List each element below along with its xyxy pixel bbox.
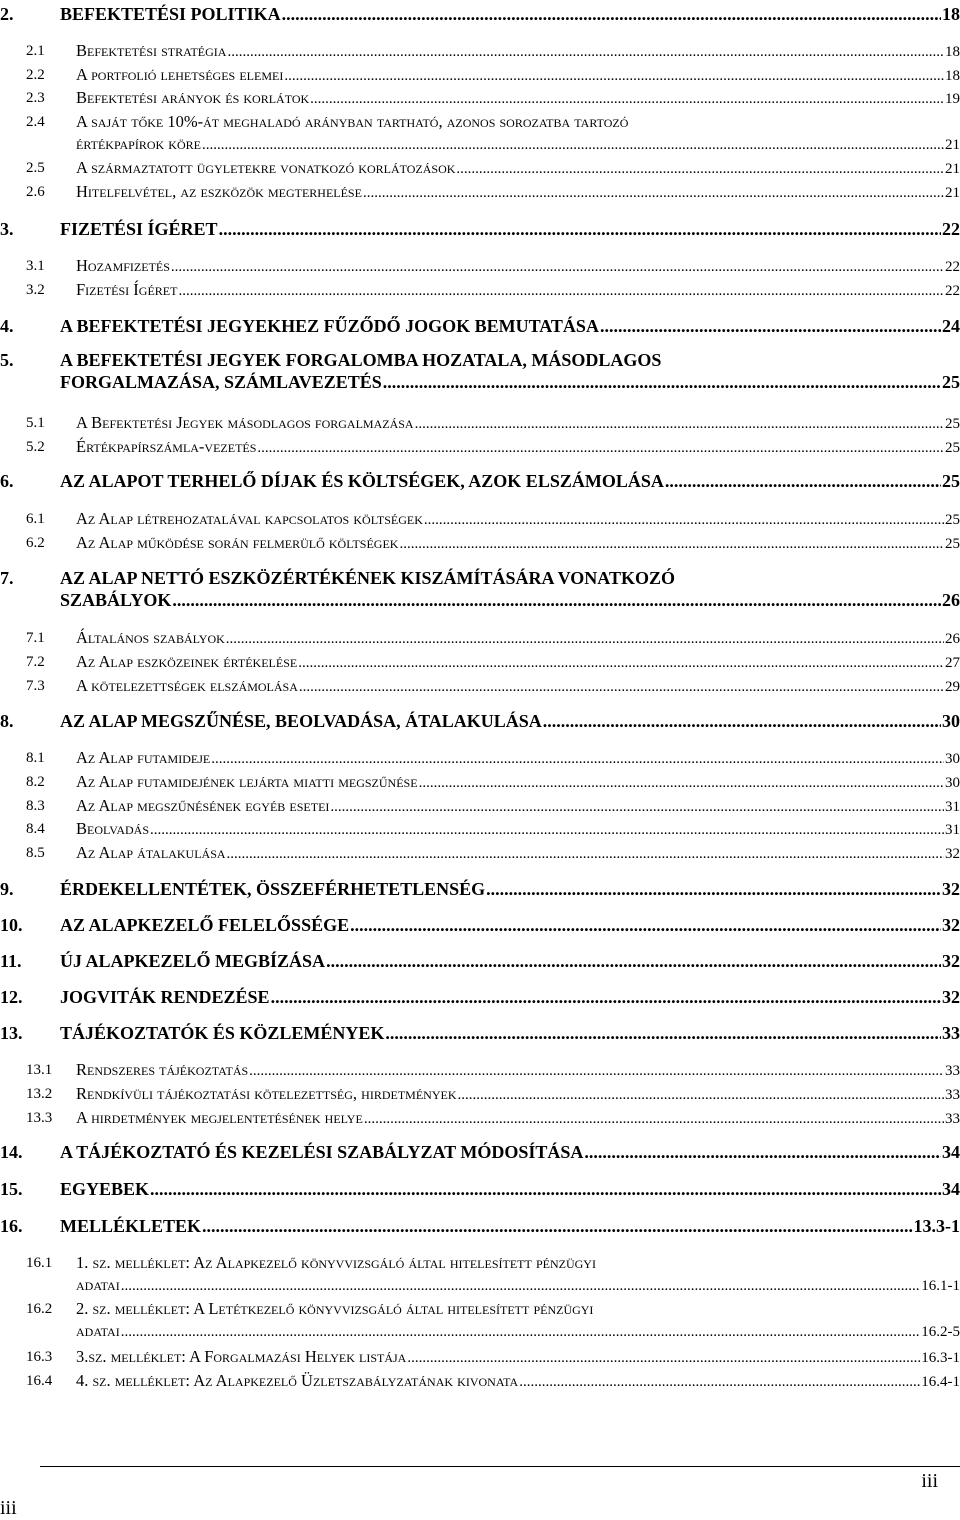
toc-entry-title: Az Alap működése során felmerülő költségek <box>76 532 398 554</box>
toc-entry-number: 12. <box>0 986 23 1008</box>
toc-entry-page: 25 <box>942 470 960 492</box>
toc-entry-title: A BEFEKTETÉSI JEGYEKHEZ FŰZŐDŐ JOGOK BEMUTATÁSA <box>60 315 599 337</box>
toc-entry-number: 13.3 <box>26 1107 52 1129</box>
toc-entry-page: 30 <box>945 748 960 770</box>
toc-entry-title: AZ ALAP NETTÓ ESZKÖZÉRTÉKÉNEK KISZÁMÍTÁSÁRA VONATKOZÓ <box>60 567 675 589</box>
toc-entry-page: 25 <box>942 371 960 393</box>
toc-entry-title: A BEFEKTETÉSI JEGYEK FORGALOMBA HOZATALA, MÁSODLAGOS <box>60 349 661 371</box>
toc-entry-title: A kötelezettségek elszámolása <box>76 675 298 697</box>
toc-entry-page: 21 <box>945 134 960 156</box>
toc-entry-number: 2.2 <box>26 64 45 86</box>
toc-entry-title: Fizetési Ígéret <box>76 279 177 301</box>
toc-entry-number: 11. <box>0 950 22 972</box>
dot-leader <box>219 218 941 240</box>
toc-entry-number: 15. <box>0 1178 23 1200</box>
dot-leader <box>399 533 944 555</box>
toc-entry-page: 27 <box>945 652 960 674</box>
toc-entry-page: 18 <box>942 3 960 25</box>
toc-entry-title: Hozamfizetés <box>76 255 170 277</box>
toc-entry-page: 18 <box>945 41 960 63</box>
toc-entry-page: 16.4-1 <box>921 1371 960 1393</box>
toc-entry-page: 29 <box>945 676 960 698</box>
toc-entry-page: 21 <box>945 182 960 204</box>
toc-entry-page: 26 <box>945 628 960 650</box>
toc-entry-number: 8.2 <box>26 771 45 793</box>
dot-leader <box>363 182 944 204</box>
toc-entry-page: 26 <box>942 589 960 611</box>
toc-entry-number: 10. <box>0 914 23 936</box>
toc-entry-title: JOGVITÁK RENDEZÉSE <box>60 986 270 1008</box>
toc-entry-title: értékpapírok köre <box>76 133 201 155</box>
page-number-right: iii <box>921 1470 938 1493</box>
toc-entry-page: 22 <box>945 256 960 278</box>
dot-leader <box>543 710 941 732</box>
toc-entry-page: 32 <box>942 914 960 936</box>
toc-entry-title: Értékpapírszámla-vezetés <box>76 436 256 458</box>
toc-entry-number: 8. <box>0 710 14 732</box>
toc-entry-title: SZABÁLYOK <box>60 589 171 611</box>
toc-entry-title: Befektetési stratégia <box>76 40 226 62</box>
toc-entry-title: Az Alap megszűnésének egyéb esetei <box>76 795 329 817</box>
toc-entry-page: 19 <box>945 88 960 110</box>
dot-leader <box>257 437 944 459</box>
toc-entry-page: 30 <box>942 710 960 732</box>
toc-entry-title: Beolvadás <box>76 818 149 840</box>
toc-entry-title: ÚJ ALAPKEZELŐ MEGBÍZÁSA <box>60 950 325 972</box>
toc-entry-title: AZ ALAPOT TERHELŐ DÍJAK ÉS KÖLTSÉGEK, AZOK ELSZÁMOLÁSA <box>60 470 664 492</box>
toc-entry-page: 32 <box>942 950 960 972</box>
toc-entry-number: 13.1 <box>26 1059 52 1081</box>
toc-entry-title: AZ ALAPKEZELŐ FELELŐSSÉGE <box>60 914 349 936</box>
dot-leader <box>385 1022 941 1044</box>
dot-leader <box>600 315 941 337</box>
toc-entry-page: 31 <box>945 819 960 841</box>
toc-entry-title: ÉRDEKELLENTÉTEK, ÖSSZEFÉRHETETLENSÉG <box>60 878 485 900</box>
toc-entry-number: 2.5 <box>26 157 45 179</box>
toc-entry-page: 25 <box>945 437 960 459</box>
toc-entry-page: 13.3-1 <box>914 1215 960 1237</box>
toc-entry-title: AZ ALAP MEGSZŰNÉSE, BEOLVADÁSA, ÁTALAKULÁSA <box>60 710 542 732</box>
toc-entry-title: 4. sz. melléklet: Az Alapkezelő Üzletszabályzatának kivonata <box>76 1370 518 1392</box>
toc-entry-number: 5. <box>0 349 14 371</box>
toc-entry-page: 25 <box>945 509 960 531</box>
toc-entry-number: 6. <box>0 470 14 492</box>
toc-entry-title: Általános szabályok <box>76 627 225 649</box>
toc-entry-page: 32 <box>942 878 960 900</box>
toc-entry-title: Az Alap futamidejének lejárta miatti megszűnése <box>76 771 418 793</box>
toc-entry-page: 32 <box>945 843 960 865</box>
toc-entry-page: 34 <box>942 1178 960 1200</box>
dot-leader <box>424 509 944 531</box>
toc-entry-title: Rendszeres tájékoztatás <box>76 1059 248 1081</box>
toc-entry-page: 33 <box>945 1084 960 1106</box>
toc-entry-title: Az Alap létrehozatalával kapcsolatos költségek <box>76 508 423 530</box>
dot-leader <box>383 371 941 393</box>
toc-entry-number: 8.5 <box>26 842 45 864</box>
toc-entry-number: 6.2 <box>26 532 45 554</box>
dot-leader <box>211 748 944 770</box>
dot-leader <box>415 413 944 435</box>
toc-entry-page: 33 <box>945 1108 960 1130</box>
toc-entry-number: 2.1 <box>26 40 45 62</box>
dot-leader <box>121 1321 921 1343</box>
dot-leader <box>249 1060 944 1082</box>
toc-entry-number: 7. <box>0 567 14 589</box>
dot-leader <box>150 1178 941 1200</box>
toc-entry-page: 16.2-5 <box>921 1321 960 1343</box>
dot-leader <box>226 628 944 650</box>
dot-leader <box>486 878 941 900</box>
toc-entry-number: 16.1 <box>26 1252 52 1274</box>
toc-entry-number: 7.2 <box>26 651 45 673</box>
toc-entry-page: 22 <box>942 218 960 240</box>
dot-leader <box>202 1215 912 1237</box>
toc-entry-title: Hitelfelvétel, az eszközök megterhelése <box>76 181 362 203</box>
toc-entry-title: Rendkívüli tájékoztatási kötelezettség, hirdetmények <box>76 1083 456 1105</box>
toc-entry-page: 16.3-1 <box>921 1347 960 1369</box>
toc-entry-number: 13. <box>0 1022 23 1044</box>
toc-entry-number: 8.3 <box>26 795 45 817</box>
toc-entry-number: 3. <box>0 218 14 240</box>
toc-entry-page: 33 <box>945 1060 960 1082</box>
page-number-left: iii <box>0 1497 17 1520</box>
toc-entry-page: 22 <box>945 280 960 302</box>
toc-entry-title: 3.sz. melléklet: A Forgalmazási Helyek listája <box>76 1346 406 1368</box>
toc-entry-number: 16.2 <box>26 1298 52 1320</box>
toc-entry-number: 7.3 <box>26 675 45 697</box>
dot-leader <box>364 1108 944 1130</box>
dot-leader <box>121 1275 921 1297</box>
toc-entry-number: 16.4 <box>26 1370 52 1392</box>
dot-leader <box>227 41 944 63</box>
toc-entry-title: TÁJÉKOZTATÓK ÉS KÖZLEMÉNYEK <box>60 1022 384 1044</box>
dot-leader <box>171 256 944 278</box>
toc-entry-page: 16.1-1 <box>921 1275 960 1297</box>
dot-leader <box>330 796 944 818</box>
dot-leader <box>271 986 941 1008</box>
toc-entry-page: 34 <box>942 1141 960 1163</box>
dot-leader <box>665 470 941 492</box>
toc-entry-title: EGYEBEK <box>60 1178 149 1200</box>
dot-leader <box>298 652 944 674</box>
toc-entry-number: 8.1 <box>26 747 45 769</box>
toc-entry-title: Az Alap eszközeinek értékelése <box>76 651 297 673</box>
toc-entry-number: 14. <box>0 1141 23 1163</box>
toc-entry-title: adatai <box>76 1320 120 1342</box>
dot-leader <box>299 676 944 698</box>
toc-entry-number: 6.1 <box>26 508 45 530</box>
dot-leader <box>326 950 941 972</box>
toc-entry-page: 33 <box>942 1022 960 1044</box>
toc-entry-title: MELLÉKLETEK <box>60 1215 201 1237</box>
dot-leader <box>282 3 941 25</box>
toc-entry-title: A hirdetmények megjelentetésének helye <box>76 1107 363 1129</box>
dot-leader <box>456 158 944 180</box>
dot-leader <box>178 280 944 302</box>
dot-leader <box>584 1141 941 1163</box>
toc-entry-title: Az Alap átalakulása <box>76 842 226 864</box>
toc-entry-title: FIZETÉSI ÍGÉRET <box>60 218 218 240</box>
toc-entry-page: 25 <box>945 413 960 435</box>
toc-entry-title: FORGALMAZÁSA, SZÁMLAVEZETÉS <box>60 371 382 393</box>
toc-entry-number: 16.3 <box>26 1346 52 1368</box>
toc-entry-number: 7.1 <box>26 627 45 649</box>
toc-entry-page: 25 <box>945 533 960 555</box>
toc-entry-page: 32 <box>942 986 960 1008</box>
toc-entry-page: 18 <box>945 65 960 87</box>
toc-entry-title: BEFEKTETÉSI POLITIKA <box>60 3 281 25</box>
dot-leader <box>419 772 944 794</box>
toc-entry-page: 31 <box>945 796 960 818</box>
toc-entry-number: 5.2 <box>26 436 45 458</box>
toc-entry-number: 13.2 <box>26 1083 52 1105</box>
dot-leader <box>519 1371 920 1393</box>
toc-entry-title: A portfolió lehetséges elemei <box>76 64 283 86</box>
toc-entry-title: 2. sz. melléklet: A Letétkezelő könyvvizsgáló által hitelesített pénzügyi <box>76 1298 593 1320</box>
toc-entry-number: 3.2 <box>26 279 45 301</box>
dot-leader <box>407 1347 920 1369</box>
toc-entry-number: 8.4 <box>26 818 45 840</box>
toc-entry-page: 24 <box>942 315 960 337</box>
toc-entry-number: 5.1 <box>26 412 45 434</box>
toc-entry-title: A Befektetési Jegyek másodlagos forgalmazása <box>76 412 414 434</box>
toc-entry-number: 3.1 <box>26 255 45 277</box>
dot-leader <box>227 843 944 865</box>
dot-leader <box>172 589 941 611</box>
dot-leader <box>350 914 941 936</box>
toc-entry-title: A TÁJÉKOZTATÓ ÉS KEZELÉSI SZABÁLYZAT MÓDOSÍTÁSA <box>60 1141 583 1163</box>
toc-entry-number: 2.4 <box>26 111 45 133</box>
toc-entry-title: Befektetési arányok és korlátok <box>76 87 309 109</box>
dot-leader <box>457 1084 944 1106</box>
toc-entry-number: 2. <box>0 3 14 25</box>
dot-leader <box>284 65 944 87</box>
toc-entry-number: 2.6 <box>26 181 45 203</box>
toc-entry-title: 1. sz. melléklet: Az Alapkezelő könyvvizsgáló által hitelesített pénzügyi <box>76 1252 596 1274</box>
toc-entry-number: 16. <box>0 1215 23 1237</box>
toc-entry-title: adatai <box>76 1274 120 1296</box>
toc-entry-page: 30 <box>945 772 960 794</box>
toc-entry-title: A saját tőke 10%-át meghaladó arányban tartható, azonos sorozatba tartozó <box>76 111 628 133</box>
toc-entry-title: A származtatott ügyletekre vonatkozó korlátozások <box>76 157 455 179</box>
dot-leader <box>150 819 944 841</box>
toc-entry-title: Az Alap futamideje <box>76 747 210 769</box>
toc-entry-number: 4. <box>0 315 14 337</box>
toc-entry-number: 2.3 <box>26 87 45 109</box>
toc-entry-number: 9. <box>0 878 14 900</box>
footer-divider <box>40 1466 960 1467</box>
dot-leader <box>202 134 944 156</box>
dot-leader <box>310 88 944 110</box>
toc-entry-page: 21 <box>945 158 960 180</box>
